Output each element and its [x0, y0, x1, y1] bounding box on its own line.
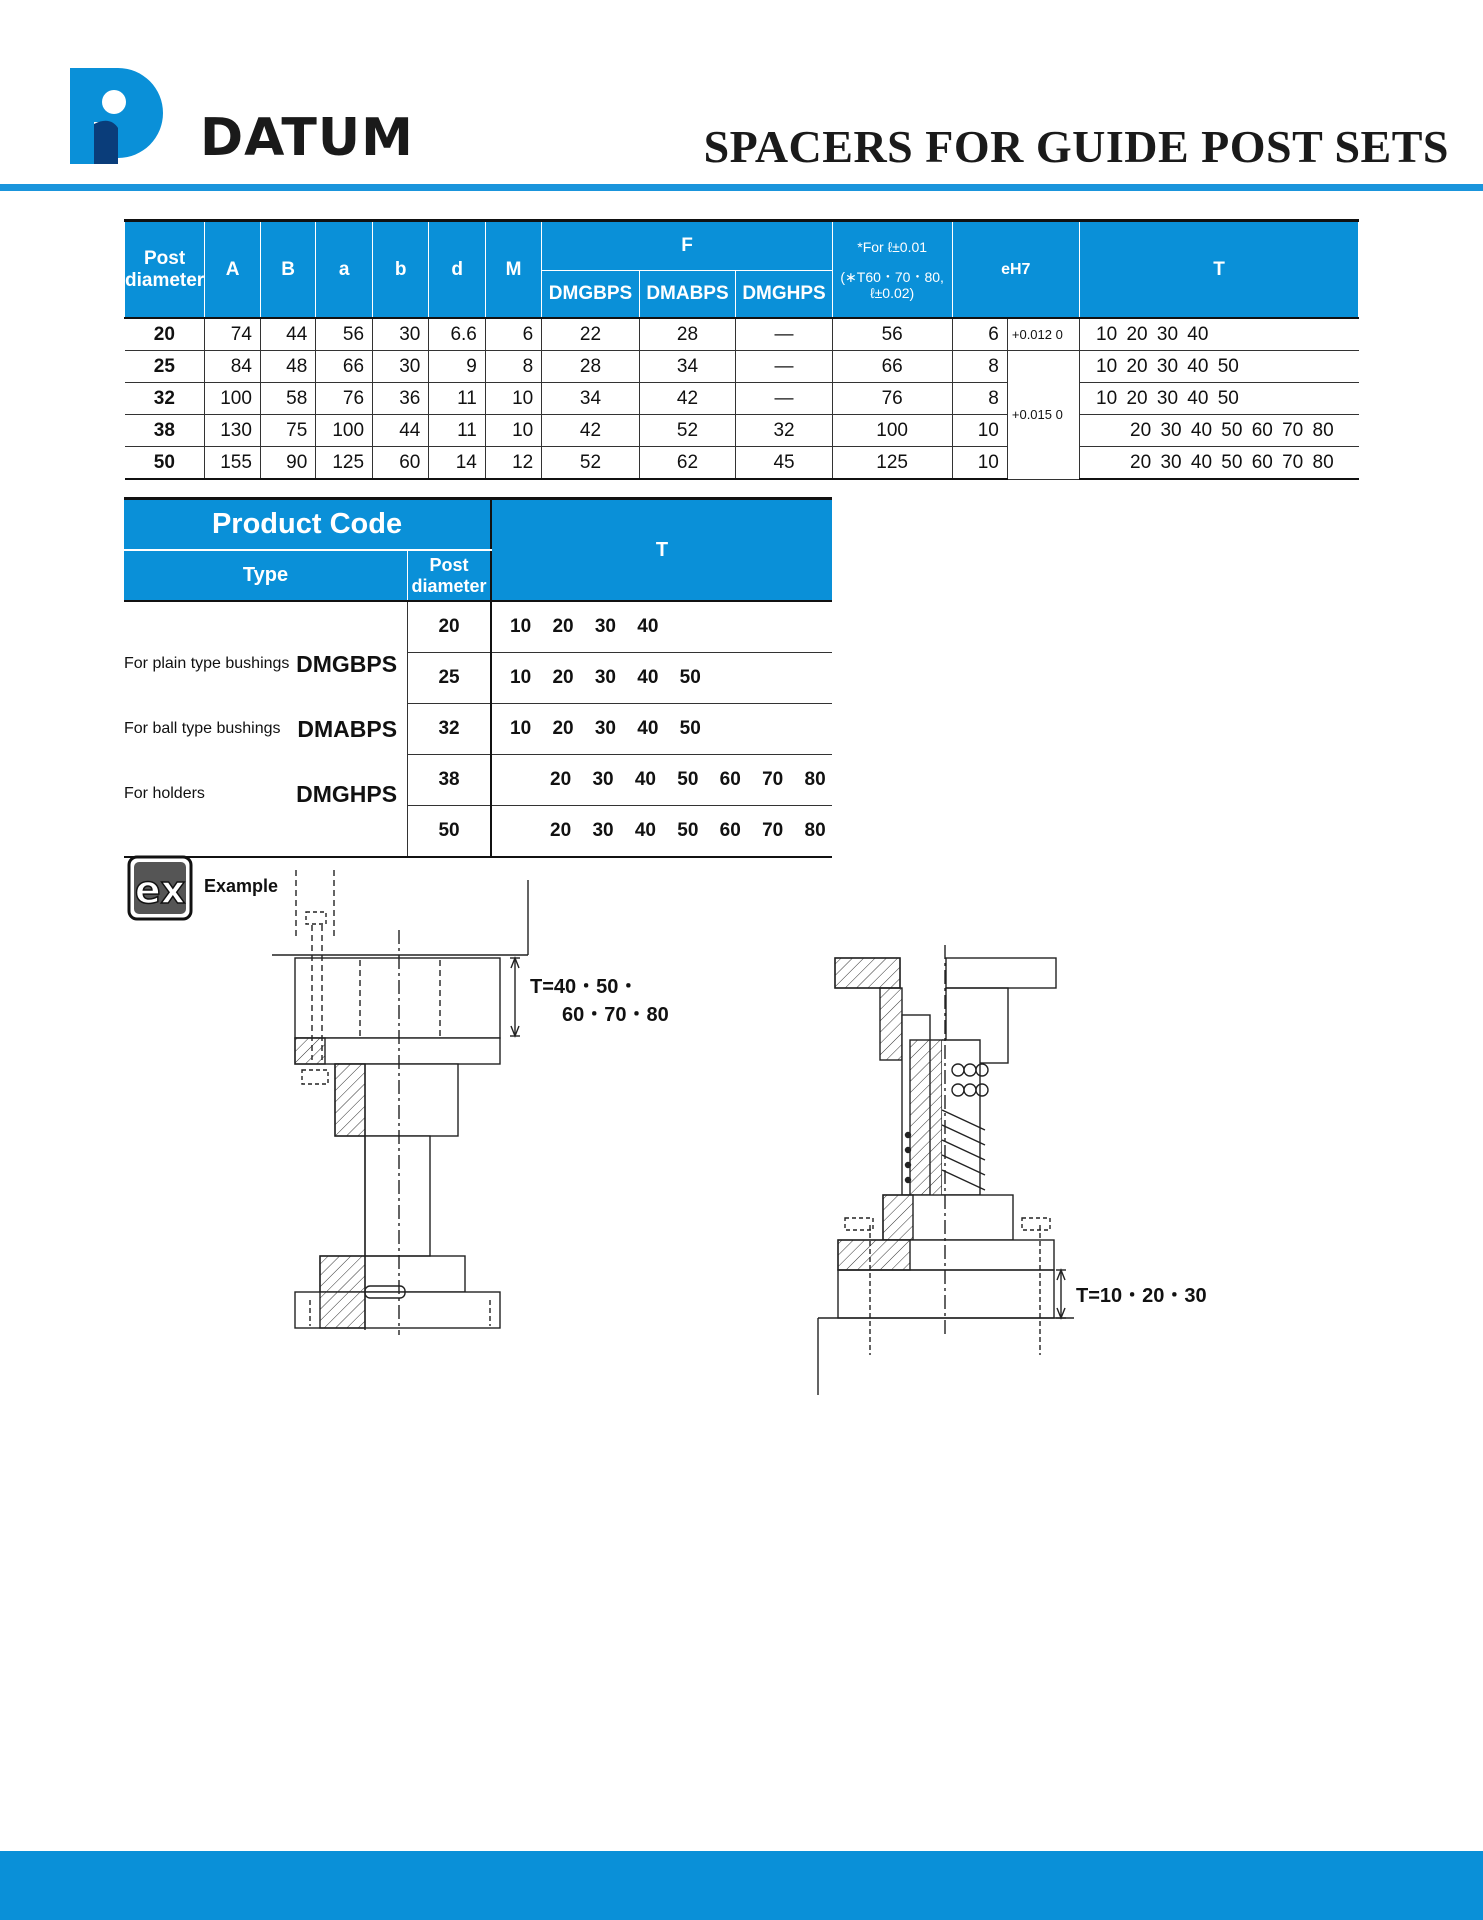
example-badge-text: ex	[134, 868, 186, 912]
l-note-top: *For ℓ±0.01	[857, 238, 928, 255]
example-label: Example	[204, 876, 279, 896]
table-row: 25 84 48 66 30 9 8 28 34 — 66 8 +0.015 0 10 20 30 40 50	[125, 351, 1359, 383]
table-row: 20 74 44 56 30 6.6 6 22 28 — 56 6 +0.012 0 10 20 30 40	[125, 318, 1359, 351]
product-code-t-header: T	[491, 499, 832, 602]
table-row: For plain type bushings DMGBPS For ball type bushings DMABPS For holders DMGHPS 20 10 20 30 40	[124, 601, 832, 653]
product-code-title: Product Code	[124, 499, 491, 551]
tolerance-1: +0.012 0	[1007, 318, 1079, 351]
col-B: B	[260, 221, 315, 319]
table-row: 32 100 58 76 36 11 10 34 42 — 76 8 10 20 30 40 50	[125, 383, 1359, 415]
product-code-table	[124, 497, 832, 858]
col-F-dmghps: DMGHPS	[736, 271, 833, 319]
datum-logo-icon	[66, 66, 166, 166]
table-row: 50 20 30 40 50 60 70 80	[124, 806, 832, 858]
col-e: eH7	[952, 221, 1080, 319]
type-header: Type	[124, 550, 408, 601]
col-F-dmabps: DMABPS	[639, 271, 736, 319]
tolerance-2: +0.015 0	[1007, 351, 1079, 480]
page-header	[0, 0, 1483, 195]
l-note-bottom: (∗T60・70・80, ℓ±0.02)	[840, 268, 944, 301]
type-item: For holders DMGHPS	[124, 780, 398, 807]
col-T: T	[1080, 221, 1359, 319]
right-dimension-label: T=10・20・30	[1076, 1285, 1207, 1307]
col-F: F	[542, 221, 833, 271]
type-item: For ball type bushings DMABPS	[124, 715, 398, 742]
left-dimension-label: T=40・50・ 60・70・80	[530, 976, 669, 1026]
type-item: For plain type bushings DMGBPS	[124, 650, 398, 677]
type-list	[124, 601, 408, 857]
table-row: 50 155 90 125 60 14 12 52 62 45 125 10 20 30 40 50 60 70 80	[125, 447, 1359, 480]
header-rule	[0, 184, 1483, 191]
table-row: 38 130 75 100 44 11 10 42 52 32 100 10 20 30 40 50 60 70 80	[125, 415, 1359, 447]
brand-name: DATUM	[200, 108, 414, 168]
post-diameter-header: Post diameter	[408, 550, 491, 601]
footer-bar	[0, 1851, 1483, 1920]
col-d: d	[429, 221, 486, 319]
table-row: 38 20 30 40 50 60 70 80	[124, 755, 832, 806]
table-row: 32 10 20 30 40 50	[124, 704, 832, 755]
col-a: a	[316, 221, 373, 319]
col-b: b	[373, 221, 429, 319]
col-l	[832, 221, 952, 319]
page-title: SPACERS FOR GUIDE POST SETS	[703, 121, 1449, 172]
example-drawing	[0, 860, 1483, 1420]
col-F-dmgbps: DMGBPS	[542, 271, 640, 319]
col-A: A	[205, 221, 261, 319]
dimensions-table	[124, 219, 1359, 480]
table-row: 25 10 20 30 40 50	[124, 653, 832, 704]
col-post-diameter: Post diameter	[125, 221, 205, 319]
col-M: M	[485, 221, 541, 319]
